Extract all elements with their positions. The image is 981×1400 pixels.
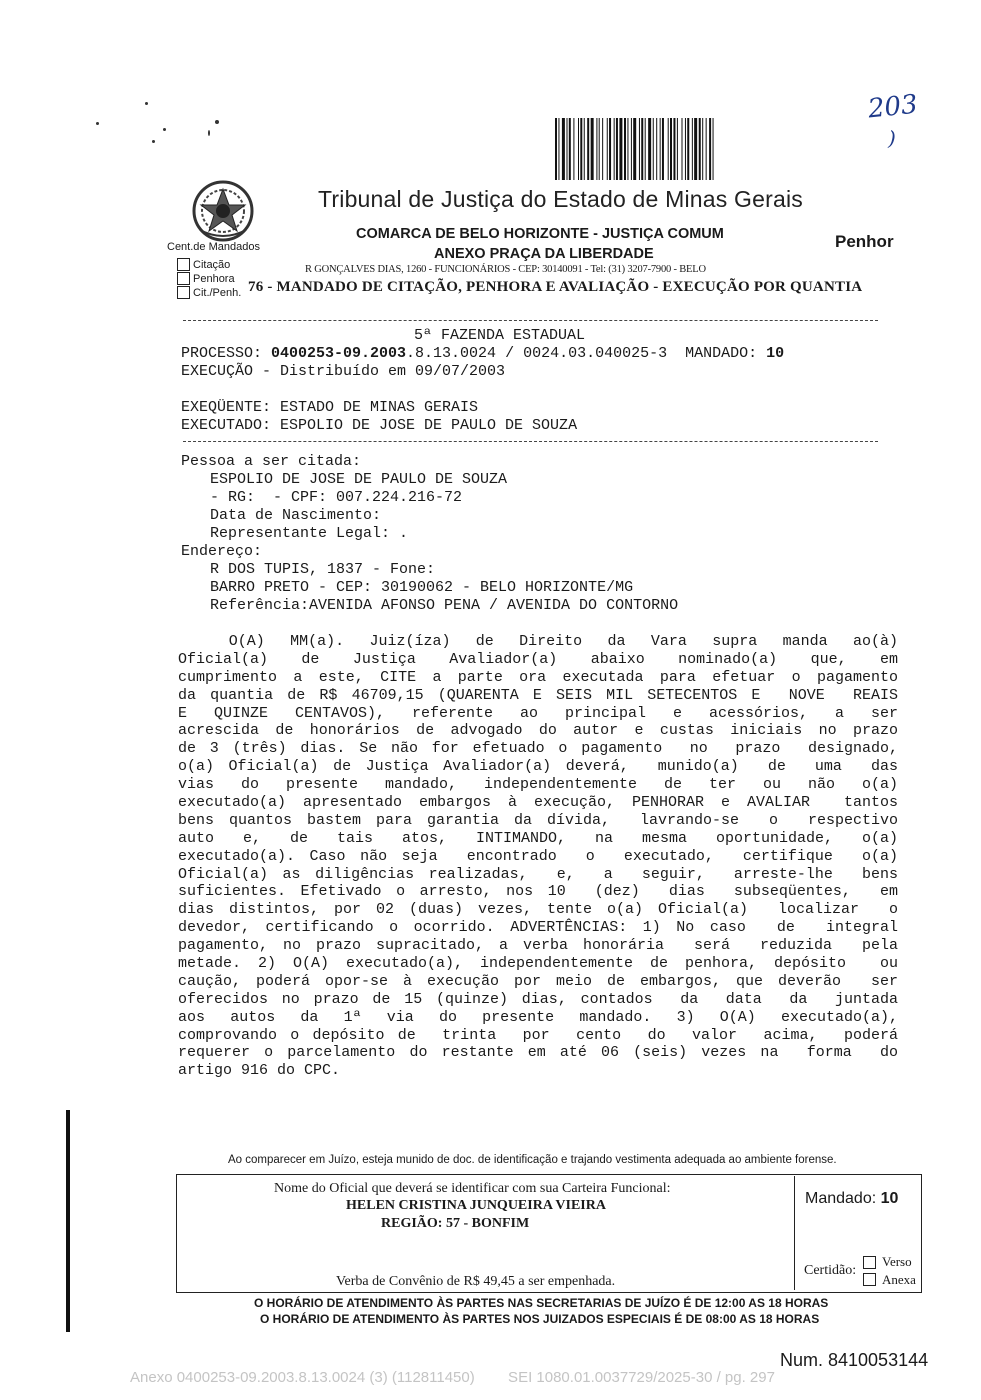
endereco-city: BARRO PRETO - CEP: 30190062 - BELO HORIZONTE/MG: [210, 579, 634, 596]
citacao-label: Citação: [193, 258, 231, 271]
divider: [183, 441, 878, 442]
barcode-bar: [591, 118, 594, 180]
barcode-bar: [706, 118, 707, 180]
body-line: artigo 916 do CPC.: [178, 1062, 341, 1080]
body-line: Oficial(a) as diligências realizadas, e, a seguir, arreste-lhe bens: [178, 865, 898, 883]
document-number: Num. 8410053144: [780, 1350, 929, 1370]
central-mandados-label: Cent.de Mandados: [167, 241, 260, 253]
scan-speck: [215, 120, 219, 124]
horario-juizados-clip: [250, 1312, 870, 1324]
barcode-bar: [702, 118, 703, 180]
citacao-checkbox[interactable]: [177, 258, 190, 271]
mandado-box-label: Mandado:: [805, 1190, 881, 1207]
horario-juizados: O HORÁRIO DE ATENDIMENTO ÀS PARTES NOS JUIZADOS ESPECIAIS É DE 08:00 AS 18 HORAS: [260, 1312, 820, 1324]
mandado-type-title: 76 - MANDADO DE CITAÇÃO, PENHORA E AVALIAÇÃO - EXECUÇÃO POR QUANTIA: [248, 279, 863, 295]
body-line: metade. 2) O(A) executado(a), independentemente de penhora, depósito ou: [178, 955, 898, 973]
barcode: [555, 118, 773, 180]
body-line: oferecidos no prazo de 15 (quinze) dias, contados da data da juntada: [178, 990, 898, 1008]
barcode-bar: [656, 118, 657, 180]
body-line: auto e, de tais atos, INTIMANDO, na mesma oportunidade, o(a): [178, 829, 898, 847]
oficial-caption: Nome do Oficial que deverá se identificar com sua Carteira Funcional:: [274, 1181, 671, 1196]
processo-label: PROCESSO:: [181, 345, 272, 362]
mandado-body: [178, 633, 898, 1080]
oficial-box-divider: [794, 1176, 795, 1290]
barcode-bar: [580, 118, 582, 180]
endereco-street: R DOS TUPIS, 1837 - Fone:: [210, 561, 436, 578]
citada-ids: - RG: - CPF: 007.224.216-72: [210, 489, 463, 506]
barcode-bar: [648, 118, 651, 180]
vara-label: 5ª FAZENDA ESTADUAL: [414, 327, 586, 344]
barcode-bar: [713, 118, 714, 180]
citada-name: ESPOLIO DE JOSE DE PAULO DE SOUZA: [210, 471, 508, 488]
barcode-bar: [562, 118, 565, 180]
execucao-line: EXECUÇÃO - Distribuído em 09/07/2003: [181, 363, 506, 380]
body-line: acrescida de honorários de advogado do autor e custas iniciais no prazo: [178, 722, 898, 740]
verso-label: Verso: [882, 1254, 912, 1269]
scan-speck: [163, 128, 166, 131]
cit-penh-label: Cit./Penh.: [193, 286, 242, 299]
scan-speck: [145, 102, 148, 105]
body-line: executado(a) apresentado embargos à execução, PENHORAR e AVALIAR tantos: [178, 794, 898, 812]
comarca-heading: COMARCA DE BELO HORIZONTE - JUSTIÇA COMUM: [356, 226, 724, 242]
anexo-heading: ANEXO PRAÇA DA LIBERDADE: [434, 246, 654, 262]
barcode-bar: [687, 118, 689, 180]
barcode-bar: [699, 118, 701, 180]
barcode-bar: [607, 118, 608, 180]
processo-line: [181, 345, 784, 362]
body-line: bens quantos bastem para garantia da dívida, lavrando-se o respectivo: [178, 811, 898, 829]
barcode-bar: [619, 118, 622, 180]
verba-convenio: Verba de Convênio de R$ 49,45 a ser empenhada.: [336, 1274, 616, 1289]
endereco-label: Endereço:: [181, 543, 263, 560]
barcode-bar: [624, 118, 626, 180]
cit-penh-checkbox[interactable]: [177, 286, 190, 299]
body-line: suficientes. Efetivado o arresto, nos 10 (dez) dias subseqüentes, em: [178, 883, 898, 901]
oficial-regiao: REGIÃO: 57 - BONFIM: [381, 1216, 530, 1231]
penhora-label: Penhora: [193, 272, 235, 285]
executado-line: EXECUTADO: ESPOLIO DE JOSE DE PAULO DE SOUZA: [181, 417, 578, 434]
divider: [183, 320, 878, 321]
citacao-option: [177, 258, 230, 271]
body-line: requerer o parcelamento do restante em até 06 (seis) vezes na forma do: [178, 1044, 898, 1062]
barcode-bar: [662, 118, 664, 180]
body-line: caução, poderá opor-se à execução por meio de embargos, que deverão ser: [178, 972, 898, 990]
anexa-checkbox[interactable]: [863, 1273, 876, 1286]
barcode-bar: [602, 118, 603, 180]
body-line: E QUINZE CENTAVOS), referente ao principal e acessórios, a ser: [178, 704, 898, 722]
barcode-bar: [614, 118, 615, 180]
scan-speck: [152, 140, 155, 143]
court-address: R GONÇALVES DIAS, 1260 - FUNCIONÁRIOS - CEP: 30140091 - Tel: (31) 3207-7900 - BELO: [305, 264, 706, 275]
processo-rest: .8.13.0024 / 0024.03.040025-3 MANDADO:: [406, 345, 767, 362]
barcode-bar: [587, 118, 589, 180]
barcode-bar: [645, 118, 646, 180]
body-line: dias distintos, por 02 (duas) vezes, tente o(a) Oficial(a) localizar o: [178, 901, 898, 919]
body-line: comprovando o depósito de trinta por cento do valor acima, poderá: [178, 1026, 898, 1044]
barcode-bar: [653, 118, 654, 180]
mandado-box: [805, 1190, 898, 1208]
barcode-bar: [639, 118, 640, 180]
scan-edge: [66, 1110, 70, 1332]
barcode-bar: [677, 118, 678, 180]
barcode-bar: [685, 118, 686, 180]
exequente-line: EXEQÜENTE: ESTADO DE MINAS GERAIS: [181, 399, 479, 416]
citada-label: Pessoa a ser citada:: [181, 453, 362, 470]
barcode-bar: [668, 118, 669, 180]
barcode-bar: [584, 118, 585, 180]
barcode-bar: [578, 118, 579, 180]
barcode-bar: [567, 118, 568, 180]
barcode-bar: [609, 118, 611, 180]
mandado-box-number: 10: [880, 1190, 899, 1207]
processo-number: 0400253-09.2003: [271, 345, 407, 362]
barcode-bar: [692, 118, 693, 180]
body-line: vias do presente mandado, independentemente de ter ou não o(a): [178, 776, 898, 794]
verso-checkbox[interactable]: [863, 1256, 876, 1269]
endereco-referencia: Referência:AVENIDA AFONSO PENA / AVENIDA DO CONTORNO: [210, 597, 679, 614]
courtroom-notice: Ao comparecer em Juízo, esteja munido de doc. de identificação e trajando vestimenta adequada ao ambiente forense.: [228, 1154, 837, 1166]
cit-penh-option: [177, 286, 241, 299]
penhora-checkbox[interactable]: [177, 272, 190, 285]
barcode-bar: [694, 118, 697, 180]
body-line: cumprimento a este, CITE a parte ora executada para efetuar o pagamento: [178, 668, 898, 686]
citada-representante: Representante Legal: .: [210, 525, 409, 542]
body-line: de 3 (três) dias. Se não for efetuado o pagamento no prazo designado,: [178, 740, 898, 758]
barcode-bar: [573, 118, 574, 180]
barcode-bar: [631, 118, 632, 180]
barcode-bar: [709, 118, 711, 180]
barcode-bar: [616, 118, 618, 180]
citada-nascimento: Data de Nascimento:: [210, 507, 382, 524]
body-line: o(a) Oficial(a) de Justiça Avaliador(a) deverá, munido(a) de uma das: [178, 758, 898, 776]
scan-speck: [96, 122, 99, 125]
barcode-bar: [558, 118, 559, 180]
court-title: Tribunal de Justiça do Estado de Minas Gerais: [318, 186, 804, 212]
body-line: pagamento, no prazo supracitado, a verba honorária será reduzida pela: [178, 937, 898, 955]
barcode-bar: [673, 118, 675, 180]
barcode-bar: [633, 118, 636, 180]
body-line: da quantia de R$ 46709,15 (QUARENTA E SEIS MIL SETECENTOS E NOVE REAIS: [178, 686, 898, 704]
penhor-badge: Penhor: [835, 232, 894, 251]
footer-reference: Anexo 0400253-09.2003.8.13.0024 (3) (112811450) SEI 1080.01.0037729/2025-30 / pg. 297: [130, 1369, 775, 1386]
body-line: aos autos da 1ª via do presente mandado. 3) O(A) executado(a),: [178, 1008, 898, 1026]
anexa-label: Anexa: [882, 1272, 916, 1287]
barcode-bar: [569, 118, 571, 180]
body-line: O(A) MM(a). Juiz(íza) de Direito da Vara supra manda ao(à): [178, 633, 898, 650]
coat-of-arms-icon: [190, 178, 256, 244]
barcode-bar: [682, 118, 683, 180]
barcode-bar: [641, 118, 643, 180]
barcode-bar: [555, 118, 557, 180]
horario-secretarias: O HORÁRIO DE ATENDIMENTO ÀS PARTES NAS SECRETARIAS DE JUÍZO É DE 12:00 AS 18 HORAS: [254, 1296, 829, 1310]
oficial-name: HELEN CRISTINA JUNQUEIRA VIEIRA: [346, 1198, 606, 1213]
barcode-bar: [627, 118, 628, 180]
handwritten-page-number: 203: [866, 89, 920, 125]
barcode-bar: [599, 118, 600, 180]
barcode-bar: [596, 118, 597, 180]
barcode-bar: [660, 118, 661, 180]
body-line: Oficial(a) de Justiça Avaliador(a) abaixo nominado(a) que, em: [178, 650, 898, 668]
penhora-option: [177, 272, 235, 285]
mandado-number: 10: [766, 345, 785, 362]
handwritten-mark: ): [888, 126, 896, 150]
barcode-bar: [670, 118, 672, 180]
certidao-label: Certidão:: [804, 1263, 857, 1278]
body-line: executado(a). Caso não seja encontrado o executado, certifique o(a): [178, 847, 898, 865]
scan-speck: [208, 130, 210, 136]
body-line: devedor, certificando o ocorrido. ADVERTÊNCIAS: 1) No caso de integral: [178, 919, 898, 937]
